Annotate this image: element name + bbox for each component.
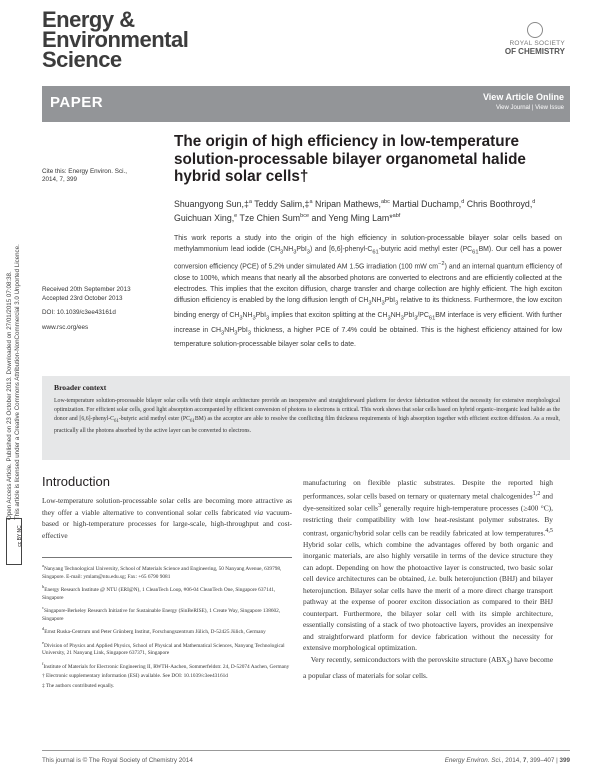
cite-this: Cite this: Energy Environ. Sci., 2014, 7, 399 bbox=[42, 168, 128, 183]
footnote: † Electronic supplementary information (ESI) available. See DOI: 10.1039/c3ee43161d bbox=[42, 673, 228, 680]
broader-context-text: Low-temperature solution-processable bilayer solar cells with their simple architecture provide an inexpensive and straightforward platform for device fabrication without the necessity for extensive morphological optimization. For efficient solar cells, good light absorption accompanied by efficient conversion of photons to electrons is critical. This work shows that solar cells based on hybrid organic–inorganic lead halide as the donor and $[6,6]-phenyl-C_{61}$-butyric acid methyl ester $(PC_{61}BM)$ as the acceptor are able to resolve the conflicting film thickness requirements of high absorption together with efficient exciton diffusion. As a result, practically all the photons absorbed by the active layer can be converted to electrons. bbox=[54, 398, 560, 434]
journal-title bbox=[42, 7, 189, 72]
rsc-logo-line2: OF CHEMISTRY bbox=[504, 47, 565, 56]
journal-title-line: Science bbox=[42, 47, 122, 72]
cc-badge-text: cc BY NC bbox=[16, 525, 23, 547]
footnote: $^a$Nanyang Technological University, School of Materials Science and Engineering, 50 Nanyang Avenue, 639798, Singapore. E-mail: ymlam@ntu.edu.sg; Fax: +65 6790 9081 bbox=[42, 563, 282, 580]
affiliation-footnotes bbox=[42, 562, 292, 693]
rsc-seal-icon bbox=[527, 22, 543, 38]
footnote: $^b$Energy Research Institute @ NTU (ERI@N), 1 CleanTech Loop, #06-04 CleanTech One, Singapore 637141, Singapore bbox=[42, 584, 276, 601]
received-accepted-dates bbox=[42, 286, 162, 304]
intro-column-left: Low-temperature solution-processable solar cells are becoming more attractive as they offer a viable alternative to conventional solar cells fabricated via vacuum-based or high-temperature processes for large-scale, high-throughput and cost-effective bbox=[42, 496, 292, 540]
footnote: $^d$Ernst Ruska-Centrum und Peter Grünberg Institut, Forschungszentrum Jülich, D-52425 Jülich, Germany bbox=[42, 626, 266, 636]
footer-divider bbox=[42, 750, 570, 751]
section-heading-introduction: Introduction bbox=[42, 474, 110, 489]
footnote: ‡ The authors contributed equally. bbox=[42, 682, 115, 689]
abstract: This work reports a study into the origin of the high efficiency in solution-processable bilayer solar cells based on methylammonium lead iodide $(CH_3NH_3PbI_3)$ and $[6,6]-phenyl-C_{61}$-butyric acid methyl ester $(PC_{61}BM)$. Our cell has a power conversion efficiency (PCE) of 5.2% under simulated AM 1.5G irradiation (100 mW $cm^{-2}$) and an internal quantum efficiency of close to 100%, which means that nearly all the absorbed photons are converted to electrons and are efficiently collected at the electrodes. This implies that the exciton diffusion, charge transfer and charge collection are highly efficient. The high exciton diffusion efficiency is enabled by the long diffusion length of $CH_3NH_3PbI_3$ relative to its thickness. Furthermore, the low exciton binding energy of $CH_3NH_3PbI_3$ implies that exciton splitting at the $CH_3NH_3PbI_3/PC_{61}BM$ interface is very efficient. With further increase in $CH_3NH_3PbI_3$ thickness, a higher PCE of 7.4% could be obtained. This is the highest efficiency attained for low temperature solution-processable bilayer solar cells to date. bbox=[174, 235, 562, 349]
author-list: Shuangyong Sun,‡$^a$ Teddy Salim,‡$^a$ Nripan Mathews,$^{abc}$ Martial Duchamp,$^d$ Chris Boothroyd,$^d$ Guichuan Xing,$^e$ Tze Chien Sum$^{bce}$ and Yeng Ming Lam*$^{abf}$ bbox=[174, 198, 536, 223]
rsc-logo-line1: ROYAL SOCIETY bbox=[509, 40, 565, 47]
broader-context-title: Broader context bbox=[54, 383, 107, 392]
footnote: $^e$Division of Physics and Applied Physics, School of Physical and Mathematical Sciences, Nanyang Technological University, 21 Nanyang Link, Singapore 637371, Singapore bbox=[42, 639, 285, 657]
cc-licence-badge[interactable] bbox=[6, 518, 22, 565]
open-access-line: Open Access Article. Published on 23 October 2013. Downloaded on 27/01/2015 07:08:38. bbox=[6, 271, 13, 520]
intro-column-right: manufacturing on flexible plastic substrates. Despite the reported high performances, solar cells based on ternary or quaternary metal chalcogenides$^{1,2}$ and dye-sensitized solar cells$^3$ generally require high-temperature processes (≥400 °C), restricting their compatibility with low heat-resistant polymer substrates. By contrast, organic/hybrid solar cells can be readily fabricated at low temperatures.$^{4,5}$ Hybrid solar cells, which combine the advantages offered by both organic and inorganic materials, are also highly versatile in terms of the device structure they can adopt. Depending on how the photoactive layer is constructed, two basic solar cell device architectures can be obtained, i.e. bulk heterojunction (BHJ) and bilayer heterojunction. Bilayer solar cells have the merit of a more direct charge transport pathway at the expense of poorer exciton dissociation as compared to their BHJ counterpart. Furthermore, the bilayer solar cell with its simple architecture, essentially consisting of a stack of two photoactive layers, provides an inexpensive and straightforward platform for device fabrication without the necessity for extensive morphological optimization. Very recently, semiconductors with the perovskite structure $(ABX_3)$ have become a popular class of materials for solar cells. bbox=[303, 478, 553, 680]
footer-copyright: This journal is © The Royal Society of Chemistry 2014 bbox=[42, 757, 193, 764]
received-date: Received 20th September 2013 bbox=[42, 286, 131, 293]
footer-citation-page: Energy Environ. Sci., 2014, 7, 399–407 | 399 bbox=[444, 757, 570, 764]
footnote: $^f$Institute of Materials for Electronic Engineering II, RWTH-Aachen, Sommerfeldstr. 24, D-52074 Aachen, Germany bbox=[42, 660, 290, 670]
rsc-logo bbox=[505, 22, 565, 62]
doi[interactable]: DOI: 10.1039/c3ee43161d bbox=[42, 309, 116, 316]
licence-line[interactable]: This article is licensed under a Creative Commons Attribution-NonCommercial 3.0 Unported Licence. bbox=[14, 244, 21, 520]
view-journal-issue-links[interactable]: View Journal | View Issue bbox=[495, 105, 564, 111]
view-article-online-link[interactable]: View Article Online bbox=[482, 92, 564, 102]
journal-url[interactable]: www.rsc.org/ees bbox=[42, 324, 89, 331]
footnote: $^c$Singapore-Berkeley Research Initiative for Sustainable Energy (SinBeRISE), 1 Create Way, Singapore 138602, Singapore bbox=[42, 605, 281, 622]
open-access-strip bbox=[2, 90, 26, 547]
open-access-notice bbox=[6, 90, 22, 520]
journal-title-line: Energy & bbox=[42, 7, 135, 32]
accepted-date: Accepted 23rd October 2013 bbox=[42, 294, 123, 302]
article-title: The origin of high efficiency in low-temperature solution-processable bilayer organometal halide hybrid solar cells† bbox=[174, 133, 526, 185]
journal-title-line: Environmental bbox=[42, 27, 189, 52]
article-type-label: PAPER bbox=[50, 94, 104, 111]
footnote-divider bbox=[42, 557, 292, 558]
